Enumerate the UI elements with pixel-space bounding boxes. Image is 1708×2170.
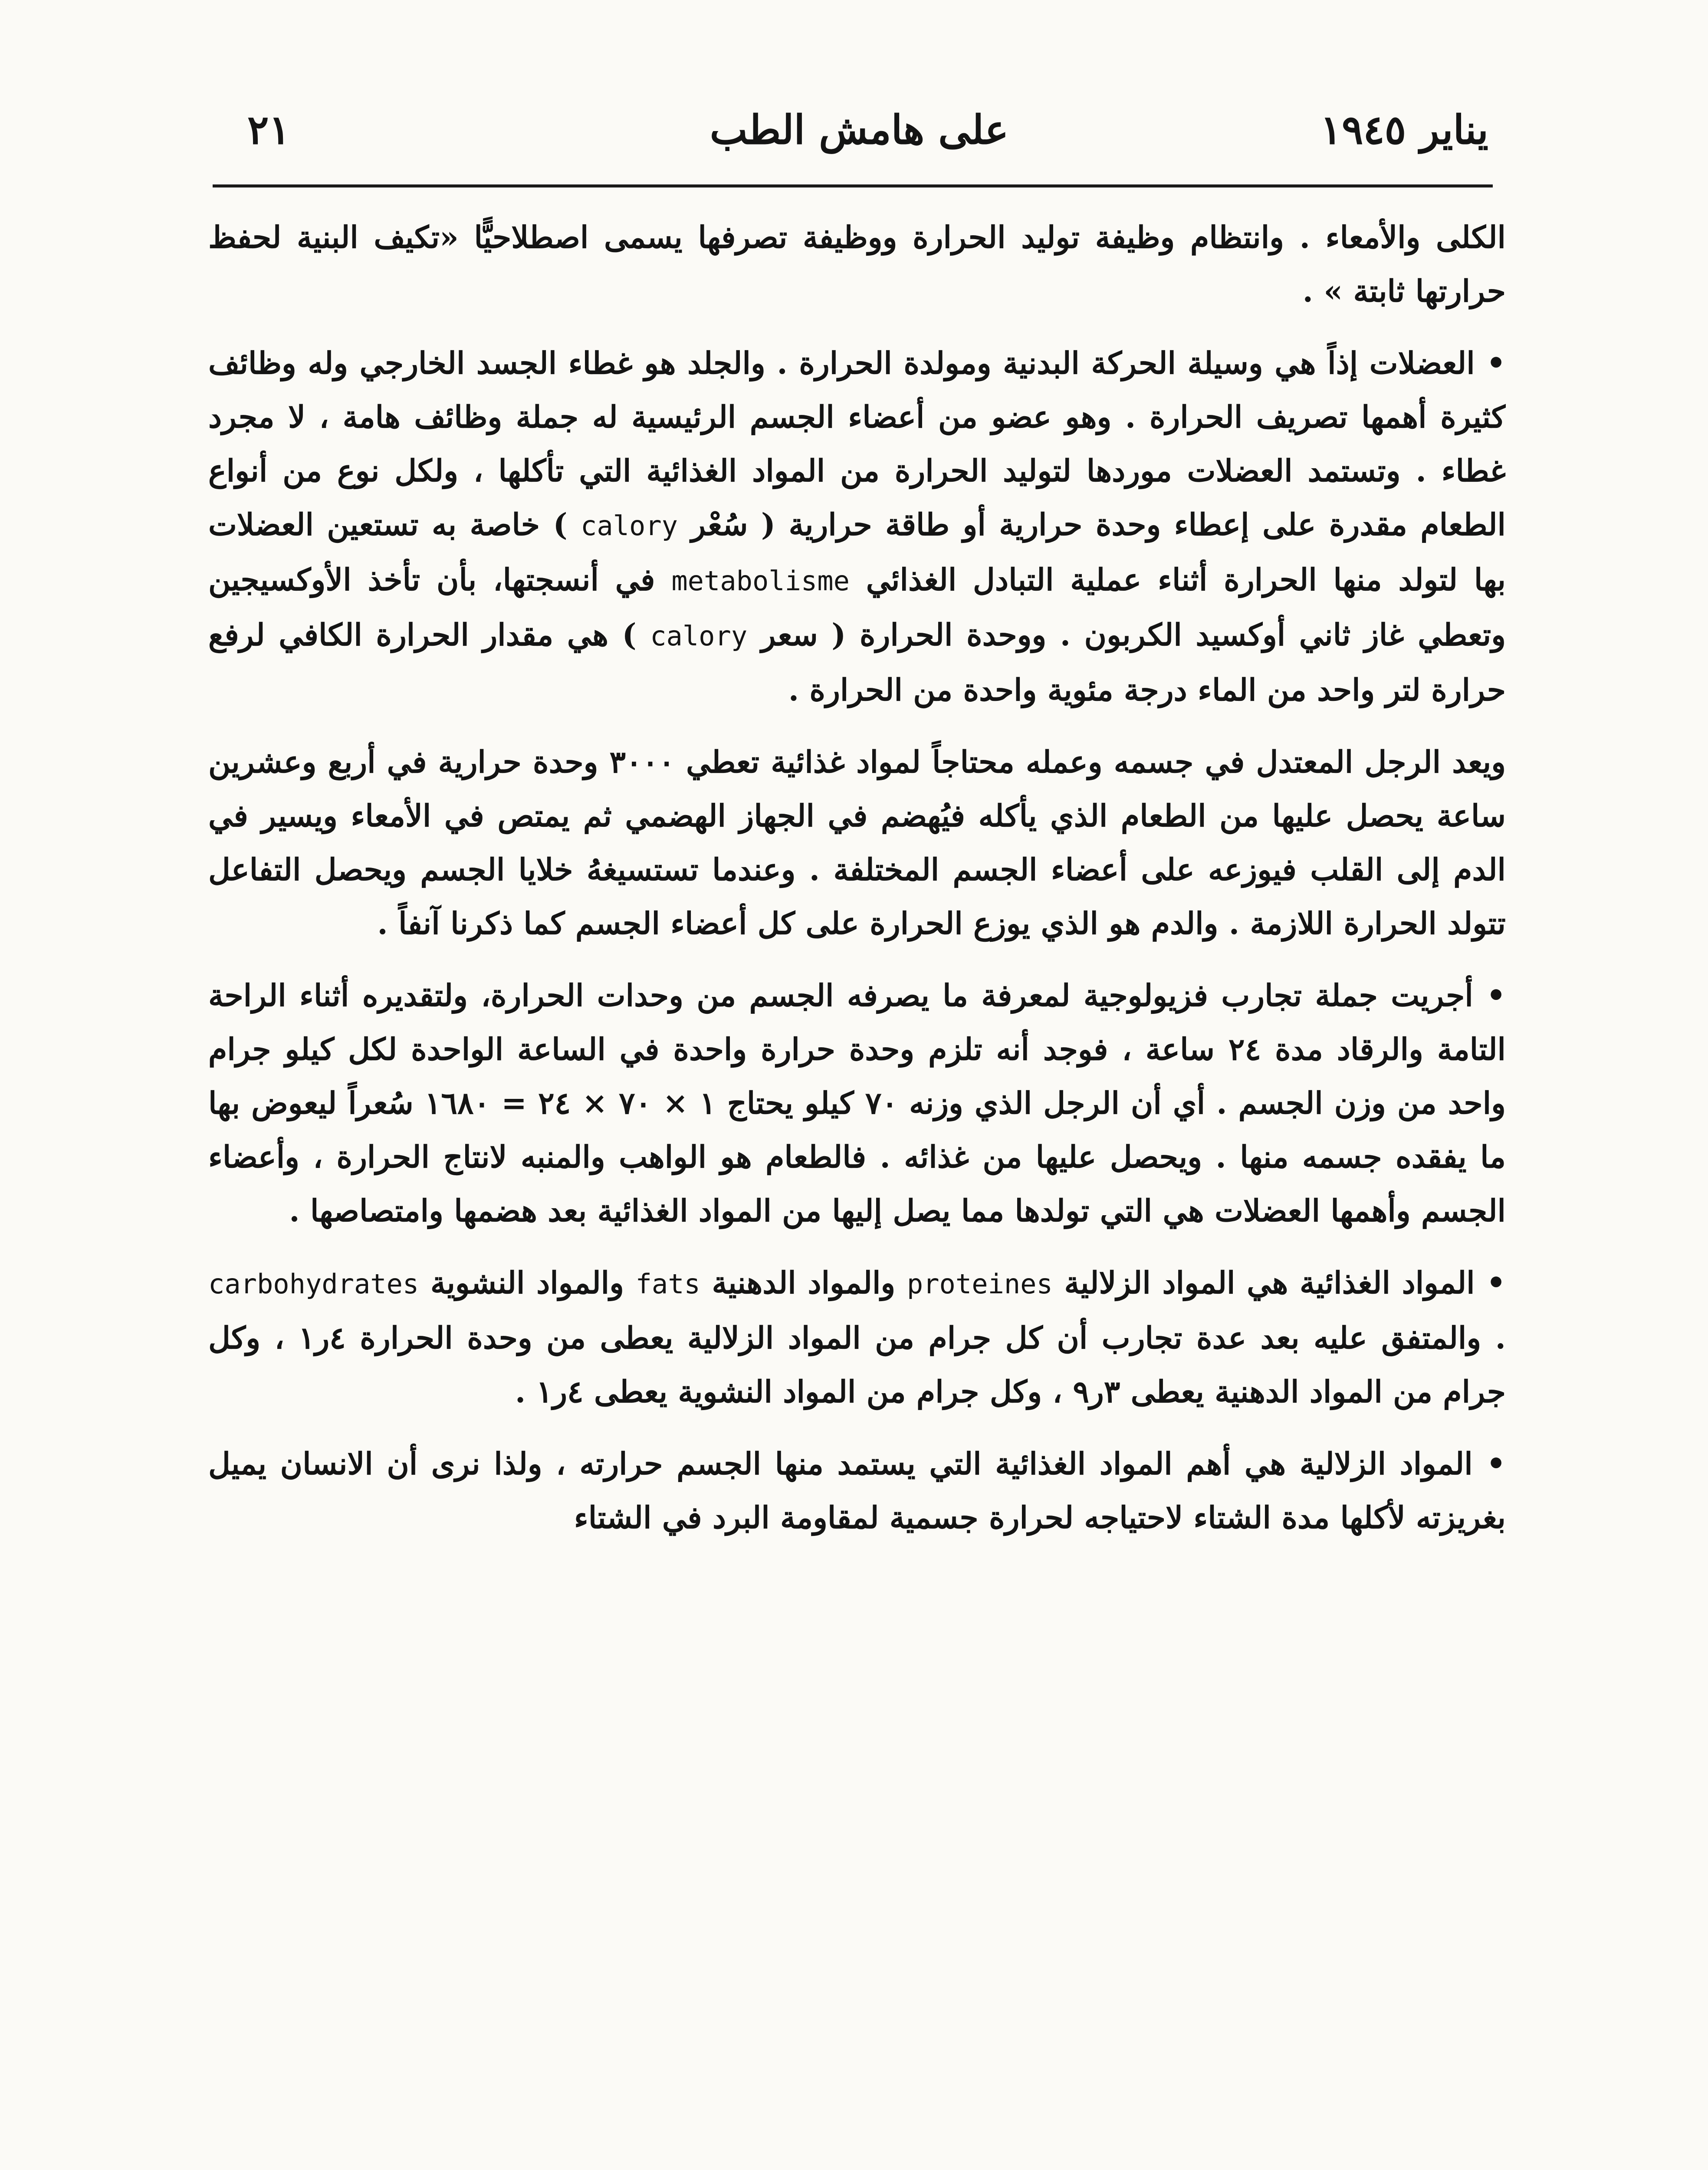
- paragraph-text: • العضلات إذاً هي وسيلة الحركة البدنية ومولدة الحرارة . والجلد هو غطاء الجسد الخارجي وله وظائف كثيرة أهمها تصريف الحرارة . وهو عضو من أعضاء الجسم الرئيسية له جملة وظائف هامة ، لا مجرد غطاء . وتستمد العضلات موردها لتوليد الحرارة من المواد الغذائية التي تأكلها ، ولكل نوع من أنواع الطعام مقدرة على إعطاء وحدة حرارية أو طاقة حرارية ( سُعْر: [208, 345, 1506, 542]
- paragraph: [208, 210, 1506, 318]
- paragraph: [208, 336, 1506, 717]
- paragraph: [208, 1437, 1506, 1545]
- paragraph-text: الكلى والأمعاء . وانتظام وظيفة توليد الحرارة ووظيفة تصرفها يسمى اصطلاحيًّا «تكيف البنية لحفظ حرارتها ثابتة » .: [208, 219, 1506, 309]
- paragraph-text: والمواد الدهنية: [700, 1265, 907, 1301]
- paragraph: [208, 1256, 1506, 1419]
- paragraph-text: ويعد الرجل المعتدل في جسمه وعمله محتاجاً لمواد غذائية تعطي ٣٠٠٠ وحدة حرارية في أربع وعشرين ساعة يحصل عليها من الطعام الذي يأكله فيُهضم في الجهاز الهضمي ثم يمتص في الأمعاء ويسير في الدم إلى القلب فيوزعه على أعضاء الجسم المختلفة . وعندما تستسيغهُ خلايا الجسم ويحصل التفاعل تتولد الحرارة اللازمة . والدم هو الذي يوزع الحرارة على كل أعضاء الجسم كما ذكرنا آنفاً .: [208, 744, 1506, 941]
- latin-term: proteines: [907, 1268, 1053, 1300]
- latin-term: carbohydrates: [208, 1268, 419, 1300]
- paragraph-text: • المواد الغذائية هي المواد الزلالية: [1052, 1265, 1506, 1301]
- paragraph-text: • أجريت جملة تجارب فزيولوجية لمعرفة ما يصرفه الجسم من وحدات الحرارة، ولتقديره أثناء الراحة التامة والرقاد مدة ٢٤ ساعة ، فوجد أنه تلزم وحدة حرارة واحدة في الساعة الواحدة لكل كيلو جرام واحد من وزن الجسم . أي أن الرجل الذي وزنه ٧٠ كيلو يحتاج ١ × ٧٠ × ٢٤ = ١٦٨٠ سُعراً ليعوض بها ما يفقده جسمه منها . ويحصل عليها من غذائه . فالطعام هو الواهب والمنبه لانتاج الحرارة ، وأعضاء الجسم وأهمها العضلات هي التي تولدها مما يصل إليها من المواد الغذائية بعد هضمها وامتصاصها .: [208, 977, 1506, 1229]
- header-date: يناير ١٩٤٥: [1320, 106, 1488, 153]
- paragraph-text: في أنسجتها، بأن تأخذ الأوكسيجين وتعطي غاز ثاني أوكسيد الكربون . ووحدة الحرارة ( سعر: [208, 562, 1506, 653]
- running-header: [213, 93, 1488, 180]
- article-body: [208, 210, 1506, 2170]
- header-rule: [213, 184, 1493, 187]
- paragraph-text: ) هي مقدار الحرارة الكافي لرفع حرارة لتر واحد من الماء درجة مئوية واحدة من الحرارة .: [208, 617, 1506, 708]
- page-number: ٢١: [247, 106, 290, 153]
- paragraph: [208, 735, 1506, 950]
- latin-term: fats: [635, 1268, 700, 1300]
- paragraph-text: . والمتفق عليه بعد عدة تجارب أن كل جرام من المواد الزلالية يعطى من وحدة الحرارة ٤ر١ ، وكل جرام من المواد الدهنية يعطى ٣ر٩ ، وكل جرام من المواد النشوية يعطى ٤ر١ .: [208, 1320, 1506, 1410]
- paragraph-text: والمواد النشوية: [419, 1265, 636, 1301]
- latin-term: calory: [650, 620, 748, 652]
- paragraph-text: ) خاصة به تستعين العضلات بها لتولد منها الحرارة أثناء عملية التبادل الغذائي: [208, 506, 1506, 598]
- paragraph: [208, 969, 1506, 1238]
- paragraph-text: • المواد الزلالية هي أهم المواد الغذائية التي يستمد منها الجسم حرارته ، ولذا نرى أن الانسان يميل بغريزته لأكلها مدة الشتاء لاحتياجه لحرارة جسمية لمقاومة البرد في الشتاء: [208, 1446, 1506, 1535]
- latin-term: calory: [581, 510, 678, 542]
- latin-term: metabolisme: [671, 565, 850, 597]
- header-title: على هامش الطب: [709, 106, 1009, 153]
